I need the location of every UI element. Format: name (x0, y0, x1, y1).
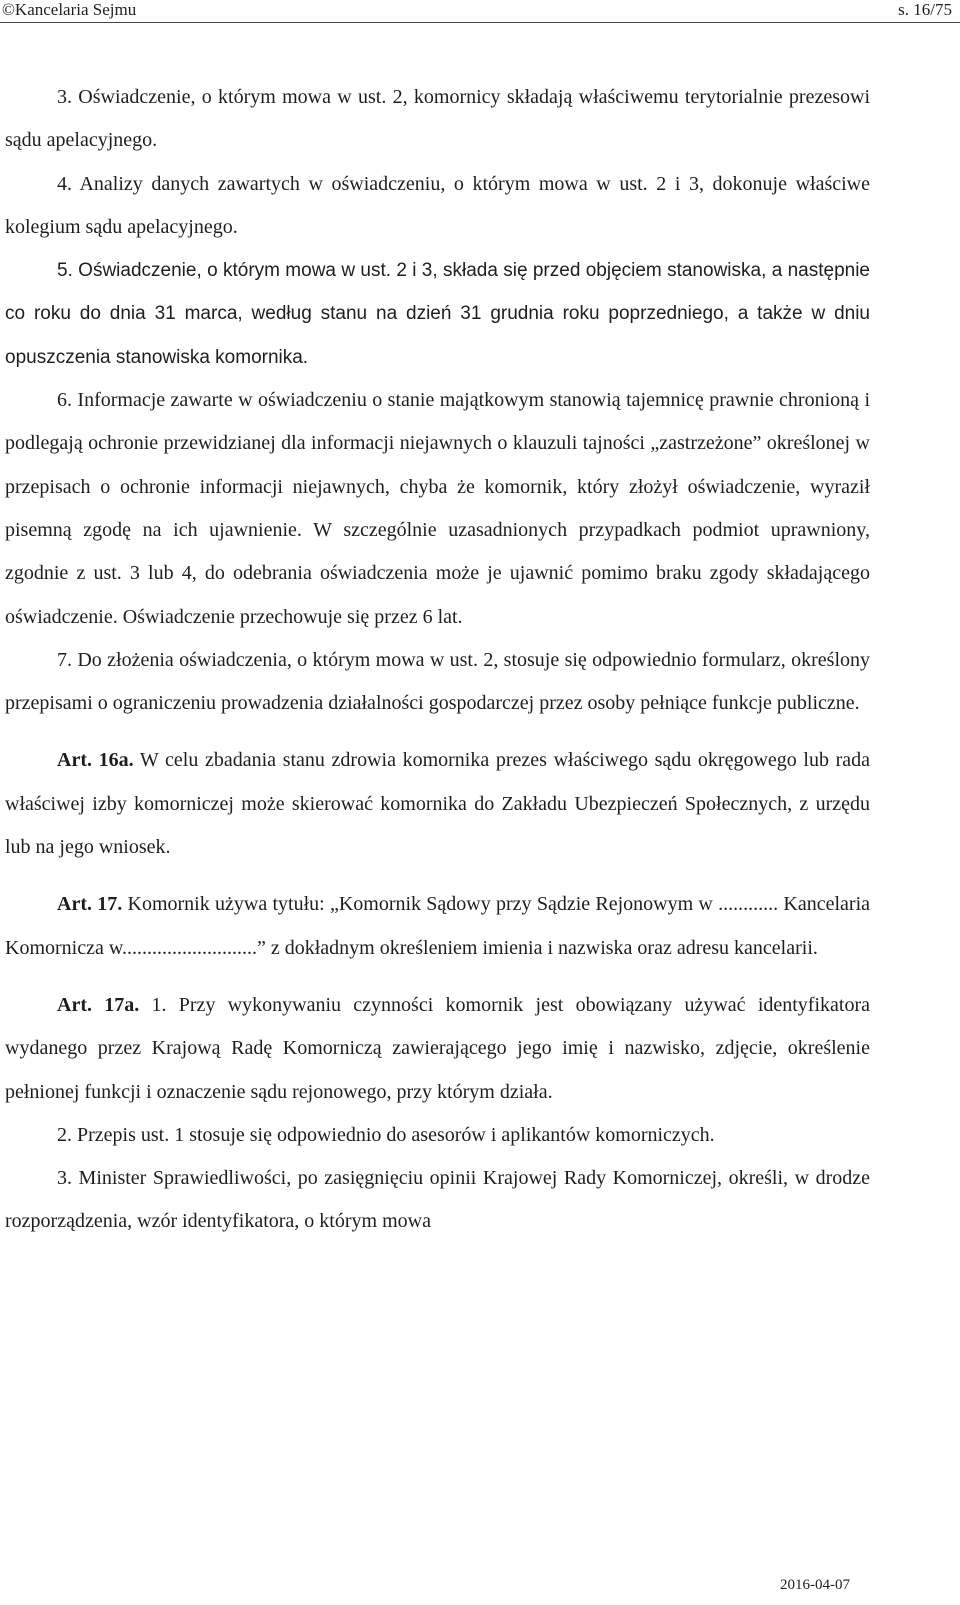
document-body (5, 76, 870, 1244)
article-16a-text: W celu zbadania stanu zdrowia komornika prezes właściwego sądu okręgowego lub rada właściwej izby komorniczej może skierować komornika do Zakładu Ubezpieczeń Społecznych, z urzędu lub na jego wniosek. (5, 749, 871, 859)
publisher-label: ©Kancelaria Sejmu (2, 0, 137, 19)
article-17-label: Art. 17. (57, 893, 123, 916)
paragraph-17a-ust-2: 2. Przepis ust. 1 stosuje się odpowiednio do asesorów i aplikantów komorniczych. (57, 1123, 715, 1146)
article-17a (5, 984, 870, 1114)
article-16a (5, 739, 870, 869)
paragraph-ust-4: 4. Analizy danych zawartych w oświadczeniu, o którym mowa w ust. 2 i 3, dokonuje właściwe kolegium sądu apelacyjnego. (5, 172, 870, 238)
page-number: s. 16/75 (898, 0, 952, 19)
paragraph-ust-5: 5. Oświadczenie, o którym mowa w ust. 2 i 3, składa się przed objęciem stanowiska, a następnie co roku do dnia 31 marca, według stanu na dzień 31 grudnia roku poprzedniego, a także w dniu opuszczenia stanowiska komornika. (5, 260, 870, 368)
article-17-text: Komornik używa tytułu: „Komornik Sądowy przy Sądzie Rejonowym w ............ Kancelaria Komornicza w...........................” z dokładnym określeniem imienia i nazwiska oraz adresu kancelarii. (5, 893, 871, 959)
paragraph-ust-7: 7. Do złożenia oświadczenia, o którym mowa w ust. 2, stosuje się odpowiednio formularz, określony przepisami o ograniczeniu prowadzenia działalności gospodarczej przez osoby pełniące funkcje publiczne. (5, 648, 870, 715)
article-17 (5, 883, 870, 970)
header-rule (0, 22, 960, 23)
article-17a-text: 1. Przy wykonywaniu czynności komornik jest obowiązany używać identyfikatora wydanego przez Krajową Radę Komorniczą zawierającego jego imię i nazwisko, zdjęcie, określenie pełnionej funkcji i oznaczenie sądu rejonowego, przy którym działa. (5, 993, 870, 1103)
page-header (0, 0, 960, 22)
article-16a-label: Art. 16a. (57, 749, 134, 772)
paragraph-ust-3: 3. Oświadczenie, o którym mowa w ust. 2, komornicy składają właściwemu terytorialnie prezesowi sądu apelacyjnego. (5, 86, 870, 152)
paragraph-ust-6: 6. Informacje zawarte w oświadczeniu o stanie majątkowym stanowią tajemnicę prawnie chronioną i podlegają ochronie przewidzianej dla informacji niejawnych o klauzuli tajności „zastrzeżone” określonej w przepisach o ochronie informacji niejawnych, chyba że komornik, który złożył oświadczenie, wyraził pisemną zgodę na ich ujawnienie. W szczególnie uzasadnionych przypadkach podmiot uprawniony, zgodnie z ust. 3 lub 4, do odebrania oświadczenia może je ujawnić pomimo braku zgody składającego oświadczenie. Oświadczenie przechowuje się przez 6 lat. (5, 389, 870, 628)
article-17a-label: Art. 17a. (57, 993, 140, 1016)
footer-date: 2016-04-07 (780, 1577, 850, 1593)
paragraph-17a-ust-3: 3. Minister Sprawiedliwości, po zasięgnięciu opinii Krajowej Rady Komorniczej, określi, w drodze rozporządzenia, wzór identyfikatora, o którym mowa (5, 1167, 870, 1233)
